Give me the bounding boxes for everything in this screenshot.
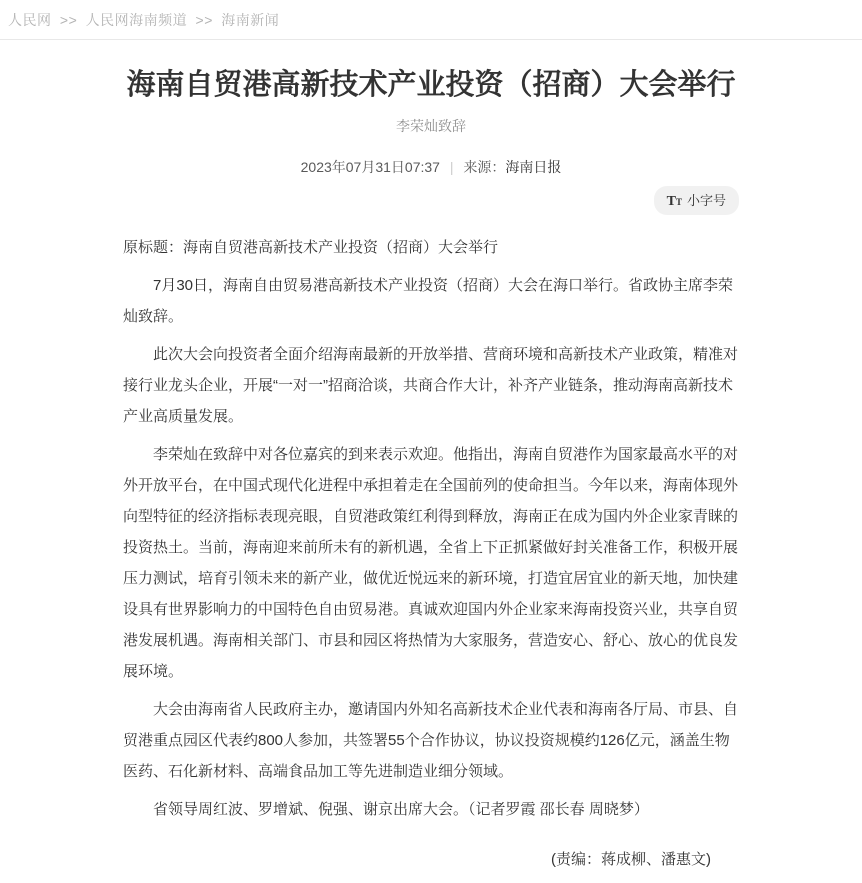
article-paragraph: 大会由海南省人民政府主办，邀请国内外知名高新技术企业代表和海南各厅局、市县、自贸港重点园区代表约800人参加，共签署55个合作协议，协议投资规模约126亿元，涵盖生物医药、石化新材料、高端食品加工等先进制造业细分领域。: [123, 701, 739, 780]
breadcrumb-link-hainan-channel[interactable]: 人民网海南频道: [85, 12, 188, 28]
font-size-icon: T T: [666, 194, 682, 209]
breadcrumb-separator: >>: [59, 12, 78, 28]
editor-note: (责编：蒋成柳、潘惠文): [551, 851, 711, 868]
breadcrumb-link-hainan-news[interactable]: 海南新闻: [221, 12, 280, 28]
paragraph-list: [123, 270, 739, 825]
article-meta: [123, 157, 739, 177]
article-paragraph: 李荣灿在致辞中对各位嘉宾的到来表示欢迎。他指出，海南自贸港作为国家最高水平的对外开放平台，在中国式现代化进程中承担着走在全国前列的使命担当。今年以来，海南体现外向型特征的经济指标表现亮眼，自贸港政策红利得到释放，海南正在成为国内外企业家青睐的投资热土。当前，海南迎来前所未有的新机遇，全省上下正抓紧做好封关准备工作，积极开展压力测试，培育引领未来的新产业，做优近悦远来的新环境，打造宜居宜业的新天地，加快建设具有世界影响力的中国特色自由贸易港。真诚欢迎国内外企业家来海南投资兴业，共享自贸港发展机遇。海南相关部门、市县和园区将热情为大家服务，营造安心、舒心、放心的优良发展环境。: [123, 446, 739, 680]
original-title-label: 原标题：: [123, 239, 184, 256]
page-title: 海南自贸港高新技术产业投资（招商）大会举行: [126, 69, 736, 101]
original-title-text: 海南自贸港高新技术产业投资（招商）大会举行: [183, 239, 499, 256]
article-paragraph: 此次大会向投资者全面介绍海南最新的开放举措、营商环境和高新技术产业政策，精准对接行业龙头企业，开展“一对一”招商洽谈，共商合作大计，补齐产业链条，推动海南高新技术产业高质量发展。: [123, 346, 739, 425]
article-paragraph: 省领导周红波、罗增斌、倪强、谢京出席大会。（记者罗霞 邵长春 周晓梦）: [153, 801, 649, 818]
breadcrumb: [0, 0, 862, 40]
original-title-line: [123, 232, 739, 263]
article-paragraph: 7月30日，海南自由贸易港高新技术产业投资（招商）大会在海口举行。省政协主席李荣灿致辞。: [123, 277, 734, 325]
breadcrumb-link-peoples-daily[interactable]: 人民网: [8, 12, 52, 28]
article-column: [123, 67, 739, 883]
article-subtitle: 李荣灿致辞: [396, 118, 466, 134]
breadcrumb-separator: >>: [195, 12, 213, 28]
source-label: 来源：: [463, 159, 506, 175]
publish-date: 2023年07月31日07:37: [300, 159, 440, 175]
font-size-button[interactable]: [654, 186, 739, 215]
source-name: 海南日报: [505, 159, 562, 175]
font-size-button-label: 小字号: [686, 193, 726, 208]
article-body: [123, 232, 739, 825]
meta-separator: |: [449, 159, 454, 175]
article-toolbar: [123, 186, 739, 215]
